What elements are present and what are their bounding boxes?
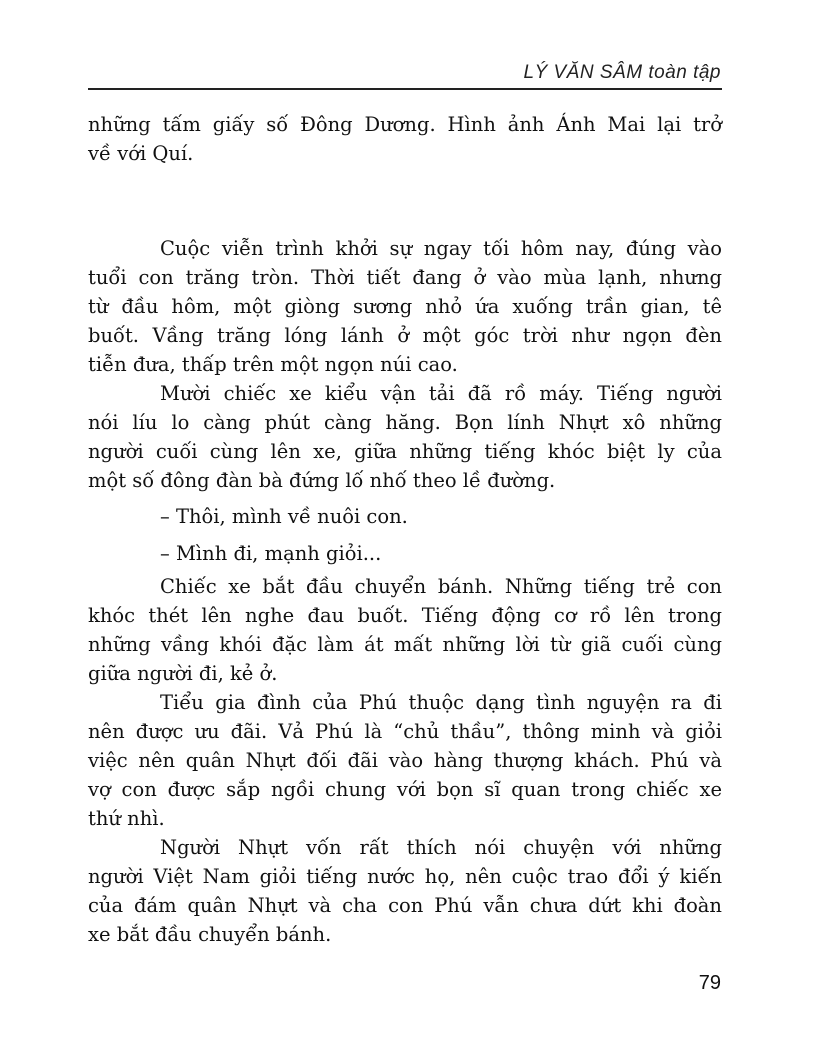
text-line: về với Quí. — [88, 142, 194, 165]
text-line: từ đầu hôm, một giòng sương nhỏ ứa xuống trần gian, tê — [88, 295, 722, 318]
text-line: thứ nhì. — [88, 807, 165, 830]
paragraph — [88, 538, 722, 569]
text-line: tuổi con trăng tròn. Thời tiết đang ở vào mùa lạnh, nhưng — [88, 266, 722, 289]
text-line: Mười chiếc xe kiểu vận tải đã rồ máy. Tiếng người — [160, 382, 722, 405]
paragraph — [88, 379, 722, 495]
text-line: xe bắt đầu chuyển bánh. — [88, 923, 332, 946]
text-line: những vầng khói đặc làm át mất những lời từ giã cuối cùng — [88, 633, 722, 656]
text-line: nói líu lo càng phút càng hăng. Bọn lính Nhựt xô những — [88, 411, 722, 434]
page-number: 79 — [698, 972, 721, 994]
paragraph — [88, 501, 722, 532]
text-line: tiễn đưa, thấp trên một ngọn núi cao. — [88, 353, 458, 376]
text-line: người cuối cùng lên xe, giữa những tiếng khóc biệt ly của — [88, 440, 722, 463]
text-line: Cuộc viễn trình khởi sự ngay tối hôm nay, đúng vào — [160, 237, 722, 260]
text-line: của đám quân Nhựt và cha con Phú vẫn chưa dứt khi đoàn — [88, 894, 722, 917]
body-text — [88, 110, 722, 949]
text-line: Người Nhựt vốn rất thích nói chuyện với những — [160, 836, 722, 859]
text-line: Tiểu gia đình của Phú thuộc dạng tình nguyện ra đi — [160, 691, 722, 714]
text-line: người Việt Nam giỏi tiếng nước họ, nên cuộc trao đổi ý kiến — [88, 865, 722, 888]
text-line: việc nên quân Nhựt đối đãi vào hàng thượng khách. Phú và — [88, 749, 722, 772]
text-line: vợ con được sắp ngồi chung với bọn sĩ quan trong chiếc xe — [88, 778, 722, 801]
text-line: Chiếc xe bắt đầu chuyển bánh. Những tiếng trẻ con — [160, 575, 722, 598]
text-line: nên được ưu đãi. Vả Phú là “chủ thầu”, thông minh và giỏi — [88, 720, 722, 743]
paragraph — [88, 688, 722, 833]
text-line: buốt. Vầng trăng lóng lánh ở một góc trời như ngọn đèn — [88, 324, 722, 347]
text-line: những tấm giấy số Đông Dương. Hình ảnh Ánh Mai lại trở — [88, 113, 722, 136]
text-line: – Mình đi, mạnh giỏi... — [160, 542, 382, 565]
text-line: một số đông đàn bà đứng lố nhố theo lề đường. — [88, 469, 556, 492]
text-line: khóc thét lên nghe đau buốt. Tiếng động cơ rồ lên trong — [88, 604, 722, 627]
text-line: giữa người đi, kẻ ở. — [88, 662, 278, 685]
paragraph — [88, 110, 722, 168]
text-line: – Thôi, mình về nuôi con. — [160, 505, 408, 528]
paragraph — [88, 234, 722, 379]
paragraph — [88, 572, 722, 688]
header-rule — [88, 88, 722, 90]
paragraph — [88, 833, 722, 949]
running-head-title: LÝ VĂN SÂM toàn tập — [523, 62, 721, 83]
